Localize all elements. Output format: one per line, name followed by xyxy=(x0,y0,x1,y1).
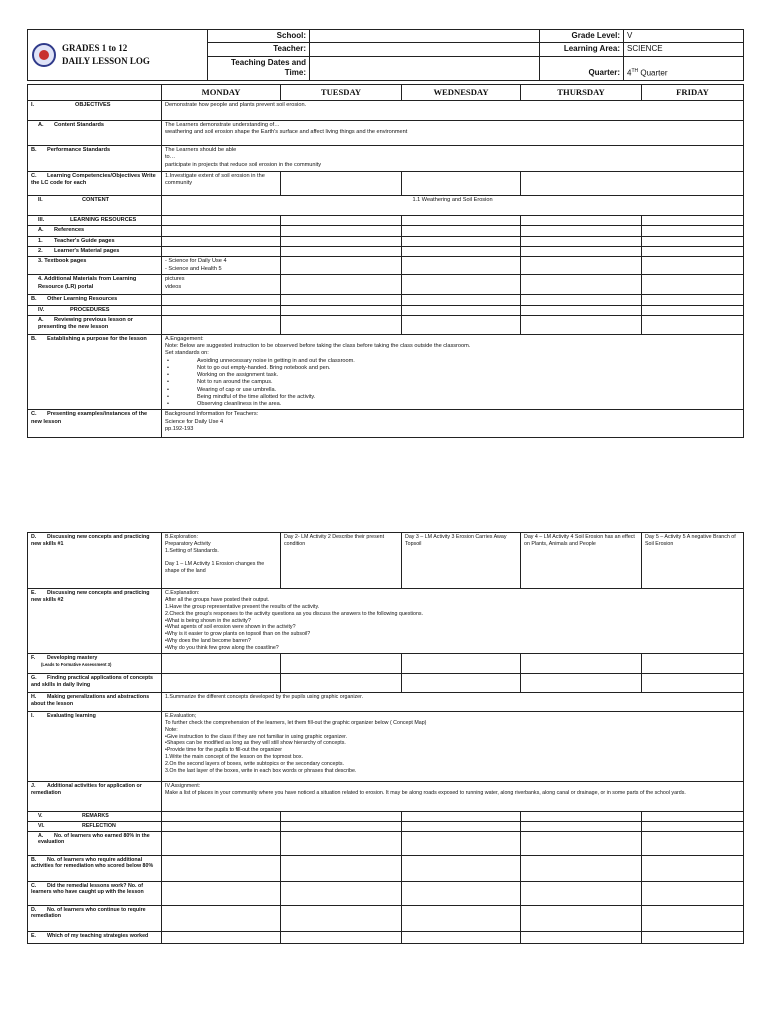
additional-materials-label: 4. Additional Materials from Learning Resource (LR) portal xyxy=(28,275,162,295)
engagement-list xyxy=(165,358,740,409)
tg-thursday[interactable] xyxy=(521,236,642,246)
remarks-tuesday[interactable] xyxy=(281,811,402,821)
teacher-field[interactable] xyxy=(310,43,540,56)
tg-friday[interactable] xyxy=(642,236,744,246)
teacher-label: Teacher: xyxy=(208,43,310,56)
refl-d-friday[interactable] xyxy=(642,905,744,931)
refl-e-monday[interactable] xyxy=(162,931,281,943)
evaluating-label: I. Evaluating learning xyxy=(28,711,162,781)
practical-tuesday[interactable] xyxy=(281,673,402,692)
lm-wednesday[interactable] xyxy=(402,246,521,256)
learning-area-value[interactable]: SCIENCE xyxy=(624,43,744,56)
discussing1-label: D. Discussing new concepts and practicing new skills #1 xyxy=(28,533,162,589)
practical-label: G. Finding practical applications of concepts and skills in daily living xyxy=(28,673,162,692)
mastery-label: F. Developing mastery (Leads to Formative Assessment 3) xyxy=(28,653,162,673)
remarks-label: V. REMARKS xyxy=(28,811,162,821)
assignment-text[interactable]: IV.Assignment: Make a list of places in your community where you have noticed a situation related to erosion. It may be along roads exposed to running water, along riverbanks, along canal or drainage, or in some parts of the school yards. xyxy=(162,781,744,811)
competencies-thu-fri[interactable] xyxy=(521,172,744,196)
list-item: • Working on the assignment task. xyxy=(165,372,740,379)
discussing1-friday[interactable]: Day 5 – Activity 5 A negative Branch of Soil Erosion xyxy=(642,533,744,589)
mastery-monday[interactable] xyxy=(162,653,281,673)
competencies-label: C. Learning Competencies/Objectives Write the LC code for each xyxy=(28,172,162,196)
refl-b-thursday[interactable] xyxy=(521,855,642,881)
list-item: • Wearing of cap or use umbrella. xyxy=(165,387,740,394)
lm-tuesday[interactable] xyxy=(281,246,402,256)
refl-e-tuesday[interactable] xyxy=(281,931,402,943)
list-item: • Not to run around the campus. xyxy=(165,379,740,386)
refl-d-tuesday[interactable] xyxy=(281,905,402,931)
discussing1-wednesday[interactable]: Day 3 – LM Activity 3 Erosion Carries Away Topsoil xyxy=(402,533,521,589)
header-title-line2: DAILY LESSON LOG xyxy=(62,55,150,66)
refl-d-monday[interactable] xyxy=(162,905,281,931)
practical-thursday[interactable] xyxy=(521,673,642,692)
discussing1-tuesday[interactable]: Day 2- LM Activity 2 Describe their present condition xyxy=(281,533,402,589)
mastery-friday[interactable] xyxy=(642,653,744,673)
refl-a-tuesday[interactable] xyxy=(281,831,402,855)
day-monday: MONDAY xyxy=(162,85,281,101)
tg-label: 1. Teacher's Guide pages xyxy=(28,236,162,246)
reviewing-wednesday[interactable] xyxy=(402,315,521,334)
reviewing-monday[interactable] xyxy=(162,315,281,334)
performance-label: B. Performance Standards xyxy=(28,146,162,172)
competencies-monday[interactable]: 1.Investigate extent of soil erosion in the community xyxy=(162,172,281,196)
day-friday: FRIDAY xyxy=(642,85,744,101)
day-thursday: THURSDAY xyxy=(521,85,642,101)
mastery-wednesday[interactable] xyxy=(402,653,521,673)
reflection-c-label: C. Did the remedial lessons work? No. of learners who have caught up with the lesson xyxy=(28,881,162,905)
explanation-text[interactable]: C.Explanation: After all the groups have posted their output. 1.Have the group representative present the results of the activity. 2.Check the group's responses to the activity questions as you discuss the answers to the following questions. •What is being shown in the activity? •What agents of soil erosion were shown in the activity? •Why is it easier to grow plants on topsoil than on the subsoil? •Why does the land become barren? •Why do you think few grow along the coastline? xyxy=(162,589,744,654)
reflection-e-label: E. Which of my teaching strategies worked xyxy=(28,931,162,943)
reflection-label: VI. REFLECTION xyxy=(28,821,162,831)
refl-e-friday[interactable] xyxy=(642,931,744,943)
reflection-b-label: B. No. of learners who require additional activities for remediation who scored below 80% xyxy=(28,855,162,881)
additional-tuesday[interactable] xyxy=(281,275,402,295)
refl-a-friday[interactable] xyxy=(642,831,744,855)
refl-d-wednesday[interactable] xyxy=(402,905,521,931)
day-wednesday: WEDNESDAY xyxy=(402,85,521,101)
practical-friday[interactable] xyxy=(642,673,744,692)
discussing2-label: E. Discussing new concepts and practicing new skills #2 xyxy=(28,589,162,654)
discussing1-thursday[interactable]: Day 4 – LM Activity 4 Soil Erosion has an effect on Plants, Animals and People xyxy=(521,533,642,589)
remarks-thursday[interactable] xyxy=(521,811,642,821)
content-standards-label: A. Content Standards xyxy=(28,121,162,146)
refl-c-thursday[interactable] xyxy=(521,881,642,905)
quarter-word: Quarter xyxy=(640,68,668,78)
presenting-text[interactable]: Background Information for Teachers: Science for Daily Use 4 pp.192-193 xyxy=(162,410,744,438)
generalizations-text[interactable]: 1.Summarize the different concepts developed by the pupils using graphic organizer. xyxy=(162,692,744,711)
content-label: II. CONTENT xyxy=(28,196,162,216)
engagement-text[interactable]: A.Engagement: Note: Below are suggested instruction to be observed before taking the class before taking the class outside the classroom. Set standards on: • Avoiding unnecessary noise in getting in and out the classroom. • Not to go out empty-handed. Bring notebook and pen. • Working on the assignment task. • Not to run around the campus. • Wearing of cap or use umbrella. • Being mindful of the time allotted for the activity. • Observing cleanliness in the area. xyxy=(162,334,744,410)
quarter-num: 4 xyxy=(627,68,632,78)
establishing-label: B. Establishing a purpose for the lesson xyxy=(28,334,162,410)
day-tuesday: TUESDAY xyxy=(281,85,402,101)
corner-cell xyxy=(28,85,162,101)
days-header-row xyxy=(28,85,744,101)
objectives-text[interactable]: Demonstrate how people and plants prevent soil erosion. xyxy=(162,101,744,121)
refl-e-thursday[interactable] xyxy=(521,931,642,943)
refl-d-thursday[interactable] xyxy=(521,905,642,931)
dates-field[interactable] xyxy=(310,56,540,80)
additional-thursday[interactable] xyxy=(521,275,642,295)
textbook-thursday[interactable] xyxy=(521,257,642,275)
tg-wednesday[interactable] xyxy=(402,236,521,246)
refl-e-wednesday[interactable] xyxy=(402,931,521,943)
lm-monday[interactable] xyxy=(162,246,281,256)
refl-c-wednesday[interactable] xyxy=(402,881,521,905)
remarks-friday[interactable] xyxy=(642,811,744,821)
refl-c-tuesday[interactable] xyxy=(281,881,402,905)
textbook-tuesday[interactable] xyxy=(281,257,402,275)
deped-seal-icon xyxy=(32,43,56,67)
quarter-label: Quarter: xyxy=(540,56,624,80)
reviewing-thursday[interactable] xyxy=(521,315,642,334)
references-label: A. References xyxy=(28,226,162,236)
school-field[interactable] xyxy=(310,30,540,43)
resources-label: III. LEARNING RESOURCES xyxy=(28,216,162,226)
refl-b-tuesday[interactable] xyxy=(281,855,402,881)
textbook-monday[interactable]: - Science for Daily Use 4 - Science and Health 5 xyxy=(162,257,281,275)
reviewing-label: A. Reviewing previous lesson or presenting the new lesson xyxy=(28,315,162,334)
mastery-tuesday[interactable] xyxy=(281,653,402,673)
practical-wednesday[interactable] xyxy=(402,673,521,692)
lesson-log-page1 xyxy=(27,84,744,438)
refl-b-monday[interactable] xyxy=(162,855,281,881)
generalizations-label: H. Making generalizations and abstractions about the lesson xyxy=(28,692,162,711)
list-item: • Avoiding unnecessary noise in getting in and out the classroom. xyxy=(165,358,740,365)
school-label: School: xyxy=(208,30,310,43)
reflection-d-label: D. No. of learners who continue to require remediation xyxy=(28,905,162,931)
remarks-wednesday[interactable] xyxy=(402,811,521,821)
tg-monday[interactable] xyxy=(162,236,281,246)
objectives-label: I. OBJECTIVES xyxy=(28,101,162,121)
practical-monday[interactable] xyxy=(162,673,281,692)
lm-friday[interactable] xyxy=(642,246,744,256)
textbook-label: 3. Textbook pages xyxy=(28,257,162,275)
refl-a-monday[interactable] xyxy=(162,831,281,855)
content-standards-text[interactable]: The Learners demonstrate understanding of… weathering and soil erosion shape the Earth's surface and affect living things and the environment xyxy=(162,121,744,146)
refl-c-monday[interactable] xyxy=(162,881,281,905)
reviewing-tuesday[interactable] xyxy=(281,315,402,334)
tg-tuesday[interactable] xyxy=(281,236,402,246)
competencies-tuesday[interactable] xyxy=(281,172,402,196)
list-item: • Being mindful of the time allotted for the activity. xyxy=(165,394,740,401)
mastery-thursday[interactable] xyxy=(521,653,642,673)
refl-b-friday[interactable] xyxy=(642,855,744,881)
textbook-wednesday[interactable] xyxy=(402,257,521,275)
refl-b-wednesday[interactable] xyxy=(402,855,521,881)
dates-label: Teaching Dates and Time: xyxy=(208,56,310,80)
competencies-wednesday[interactable] xyxy=(402,172,521,196)
quarter-value[interactable] xyxy=(624,56,744,80)
content-text[interactable]: 1.1 Weathering and Soil Erosion xyxy=(162,196,744,216)
header-title-line1: GRADES 1 to 12 xyxy=(62,43,128,54)
remarks-monday[interactable] xyxy=(162,811,281,821)
presenting-label: C. Presenting examples/instances of the new lesson xyxy=(28,410,162,438)
additional-friday[interactable] xyxy=(642,275,744,295)
other-resources-label: B. Other Learning Resources xyxy=(28,295,162,305)
refl-a-thursday[interactable] xyxy=(521,831,642,855)
refl-a-wednesday[interactable] xyxy=(402,831,521,855)
additional-materials-monday[interactable]: pictures videos xyxy=(162,275,281,295)
grade-level-value[interactable]: V xyxy=(624,30,744,43)
lm-label: 2. Learner's Material pages xyxy=(28,246,162,256)
reviewing-friday[interactable] xyxy=(642,315,744,334)
reflection-a-label: A. No. of learners who earned 80% in the evaluation xyxy=(28,831,162,855)
learning-area-label: Learning Area: xyxy=(540,43,624,56)
list-item: • Not to go out empty-handed. Bring notebook and pen. xyxy=(165,365,740,372)
additional-activities-label: J. Additional activities for application or remediation xyxy=(28,781,162,811)
list-item: • Observing cleanliness in the area. xyxy=(165,401,740,408)
header-logo-cell xyxy=(28,30,208,81)
header-table xyxy=(27,29,744,81)
procedures-label: IV. PROCEDURES xyxy=(28,305,162,315)
performance-text[interactable]: The Learners should be able to… participate in projects that reduce soil erosion in the community xyxy=(162,146,744,172)
discussing1-monday[interactable]: B.Exploration: Preparatory Activity 1.Setting of Standards. Day 1 – LM Activity 1 Erosion changes the shape of the land xyxy=(162,533,281,589)
evaluation-text[interactable]: E.Evaluation; To further check the comprehension of the learners, let them fill-out the graphic organizer below ( Concept Map) Note: •Give instruction to the class if they are not familiar in using graphic organizer. •Shapes can be modified as long as they will still show hierarchy of concepts. •Provide time for the pupils to fill-out the organizer 1.Write the main concept of the lesson on the topmost box. 2.On the second layers of boxes, write subtopics or the secondary concepts. 3.On the last layer of the boxes, write in each box words or phrases that describe. xyxy=(162,711,744,781)
quarter-sup: TH xyxy=(631,67,639,74)
textbook-friday[interactable] xyxy=(642,257,744,275)
grade-level-label: Grade Level: xyxy=(540,30,624,43)
refl-c-friday[interactable] xyxy=(642,881,744,905)
additional-wednesday[interactable] xyxy=(402,275,521,295)
lesson-log-page2 xyxy=(27,532,744,944)
lm-thursday[interactable] xyxy=(521,246,642,256)
